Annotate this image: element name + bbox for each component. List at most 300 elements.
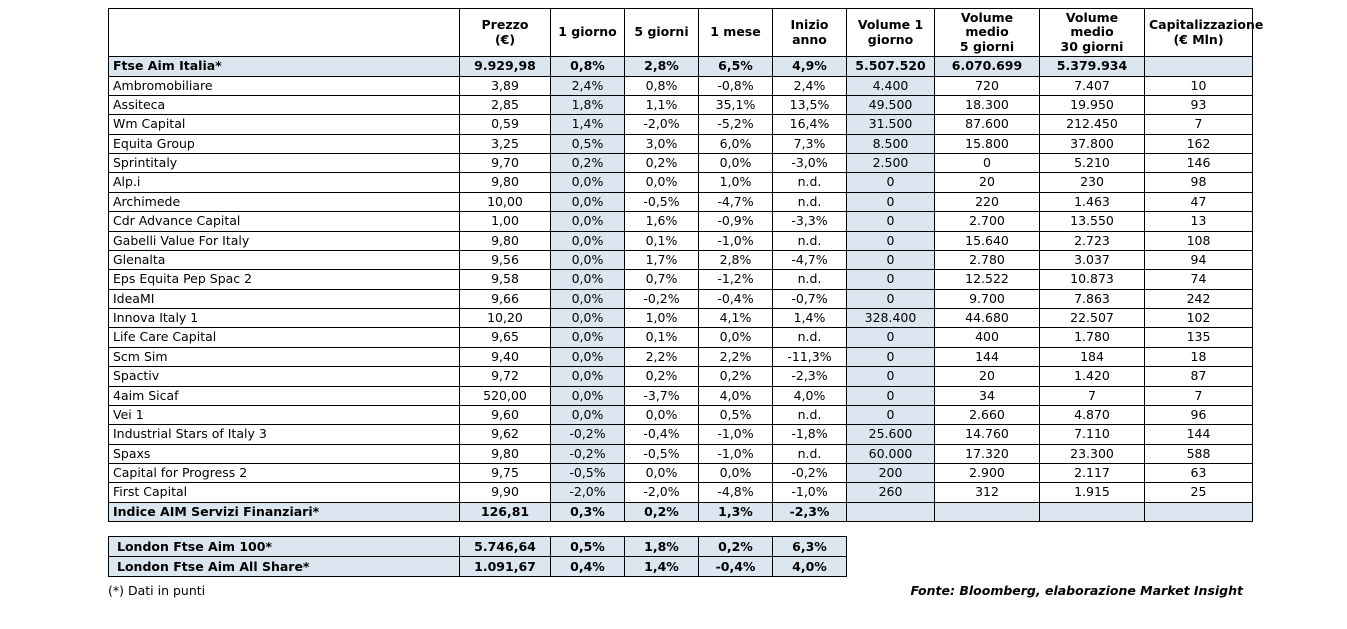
cell-prezzo: 10,00 <box>460 192 551 211</box>
cell-var-1-mese: 4,1% <box>699 309 773 328</box>
cell-prezzo: 1,00 <box>460 212 551 231</box>
cell-volume-medio-5: 2.660 <box>935 405 1040 424</box>
cell-spacer-volume-5 <box>935 537 1040 557</box>
cell-instrument-name: Gabelli Value For Italy <box>109 231 460 250</box>
cell-var-inizio-anno: n.d. <box>773 192 847 211</box>
cell-prezzo: 9,90 <box>460 483 551 502</box>
table-header <box>109 9 1264 57</box>
cell-volume-medio-30: 2.723 <box>1040 231 1145 250</box>
cell-volume-1-giorno: 0 <box>847 270 935 289</box>
cell-instrument-name: Alp.i <box>109 173 460 192</box>
cell-var-1-giorno: 0,8% <box>551 57 625 76</box>
cell-var-5-giorni: -0,2% <box>625 289 699 308</box>
cell-var-1-mese: 6,5% <box>699 57 773 76</box>
cell-prezzo: 3,25 <box>460 134 551 153</box>
cell-volume-medio-30: 3.037 <box>1040 250 1145 269</box>
header-line-1: Volume medio <box>1065 10 1119 40</box>
table-row <box>109 328 1253 347</box>
cell-var-inizio-anno: -0,2% <box>773 464 847 483</box>
header-line-1: Volume 1 <box>857 17 924 33</box>
cell-volume-medio-30: 7 <box>1040 386 1145 405</box>
cell-volume-1-giorno: 2.500 <box>847 154 935 173</box>
cell-volume-medio-30: 1.420 <box>1040 367 1145 386</box>
cell-volume-1-giorno: 0 <box>847 328 935 347</box>
cell-var-inizio-anno: 6,3% <box>773 537 847 557</box>
cell-var-1-mese: 0,2% <box>699 367 773 386</box>
cell-var-1-mese: -4,8% <box>699 483 773 502</box>
cell-instrument-name: Indice AIM Servizi Finanziari* <box>109 502 460 521</box>
cell-instrument-name: Sprintitaly <box>109 154 460 173</box>
cell-var-inizio-anno: -3,3% <box>773 212 847 231</box>
cell-volume-medio-5: 9.700 <box>935 289 1040 308</box>
cell-instrument-name: Ambromobiliare <box>109 76 460 95</box>
cell-prezzo: 0,59 <box>460 115 551 134</box>
cell-var-inizio-anno: n.d. <box>773 444 847 463</box>
cell-var-1-mese: 0,5% <box>699 405 773 424</box>
cell-var-5-giorni: -0,4% <box>625 425 699 444</box>
header-line-1: Inizio anno <box>790 17 829 47</box>
table-row <box>109 250 1253 269</box>
cell-var-inizio-anno: 2,4% <box>773 76 847 95</box>
table-row <box>109 405 1253 424</box>
table-row <box>109 231 1253 250</box>
cell-var-1-giorno: 1,8% <box>551 95 625 114</box>
cell-var-inizio-anno: 16,4% <box>773 115 847 134</box>
cell-volume-medio-30: 7.110 <box>1040 425 1145 444</box>
cell-volume-medio-5: 87.600 <box>935 115 1040 134</box>
cell-capitalizzazione: 47 <box>1145 192 1253 211</box>
cell-var-inizio-anno: -0,7% <box>773 289 847 308</box>
cell-var-5-giorni: 0,7% <box>625 270 699 289</box>
cell-var-1-giorno: 0,5% <box>551 134 625 153</box>
cell-instrument-name: Scm Sim <box>109 347 460 366</box>
cell-capitalizzazione: 96 <box>1145 405 1253 424</box>
header-cell-volume-medio-30 <box>1040 9 1145 57</box>
header-line-1: 1 giorno <box>558 24 617 40</box>
cell-volume-1-giorno: 0 <box>847 347 935 366</box>
cell-var-inizio-anno: 4,0% <box>773 557 847 577</box>
cell-var-inizio-anno: -1,0% <box>773 483 847 502</box>
cell-spacer-volume-5 <box>935 557 1040 577</box>
cell-volume-medio-5: 15.800 <box>935 134 1040 153</box>
cell-volume-medio-5 <box>935 502 1040 521</box>
cell-index-name: London Ftse Aim 100* <box>109 537 460 557</box>
cell-capitalizzazione: 242 <box>1145 289 1253 308</box>
cell-instrument-name: Glenalta <box>109 250 460 269</box>
cell-volume-medio-5: 220 <box>935 192 1040 211</box>
cell-prezzo: 9,40 <box>460 347 551 366</box>
cell-capitalizzazione: 7 <box>1145 386 1253 405</box>
cell-spacer-volume-30 <box>1040 557 1145 577</box>
cell-var-inizio-anno: -3,0% <box>773 154 847 173</box>
cell-volume-medio-5: 2.900 <box>935 464 1040 483</box>
cell-volume-medio-5: 312 <box>935 483 1040 502</box>
cell-volume-1-giorno: 5.507.520 <box>847 57 935 76</box>
cell-var-1-mese: -1,0% <box>699 425 773 444</box>
table-row <box>109 212 1253 231</box>
cell-capitalizzazione: 7 <box>1145 115 1253 134</box>
cell-var-1-giorno: 0,0% <box>551 328 625 347</box>
cell-volume-1-giorno: 60.000 <box>847 444 935 463</box>
cell-var-5-giorni: -0,5% <box>625 192 699 211</box>
cell-prezzo: 9,62 <box>460 425 551 444</box>
cell-volume-medio-5: 720 <box>935 76 1040 95</box>
cell-var-1-giorno: -0,2% <box>551 444 625 463</box>
cell-var-1-mese: -5,2% <box>699 115 773 134</box>
cell-prezzo: 2,85 <box>460 95 551 114</box>
cell-var-5-giorni: 1,1% <box>625 95 699 114</box>
cell-var-inizio-anno: -2,3% <box>773 367 847 386</box>
cell-volume-1-giorno: 0 <box>847 386 935 405</box>
london-table-row <box>109 537 1253 557</box>
table-row <box>109 173 1253 192</box>
cell-var-1-giorno: 0,0% <box>551 270 625 289</box>
header-line-1: Capitalizzazione <box>1149 17 1264 33</box>
cell-var-1-giorno: 0,0% <box>551 405 625 424</box>
footer <box>108 583 1243 598</box>
cell-capitalizzazione: 10 <box>1145 76 1253 95</box>
cell-var-1-giorno: 0,0% <box>551 289 625 308</box>
cell-var-1-mese: 6,0% <box>699 134 773 153</box>
cell-var-inizio-anno: 7,3% <box>773 134 847 153</box>
cell-capitalizzazione: 98 <box>1145 173 1253 192</box>
cell-volume-medio-5: 18.300 <box>935 95 1040 114</box>
header-cell-prezzo <box>460 9 551 57</box>
cell-instrument-name: Industrial Stars of Italy 3 <box>109 425 460 444</box>
table-row <box>109 76 1253 95</box>
table-row <box>109 134 1253 153</box>
cell-var-1-giorno: 0,0% <box>551 386 625 405</box>
cell-var-5-giorni: -2,0% <box>625 483 699 502</box>
cell-instrument-name: First Capital <box>109 483 460 502</box>
header-cell-1giorno <box>551 9 625 57</box>
cell-volume-1-giorno: 0 <box>847 231 935 250</box>
cell-var-inizio-anno: n.d. <box>773 270 847 289</box>
cell-var-5-giorni: -0,5% <box>625 444 699 463</box>
cell-var-1-mese: 4,0% <box>699 386 773 405</box>
cell-instrument-name: Life Care Capital <box>109 328 460 347</box>
header-line-2: 5 giorni <box>959 38 1015 54</box>
cell-prezzo: 9,80 <box>460 173 551 192</box>
cell-volume-medio-5: 12.522 <box>935 270 1040 289</box>
cell-instrument-name: Vei 1 <box>109 405 460 424</box>
cell-var-inizio-anno: -1,8% <box>773 425 847 444</box>
cell-var-5-giorni: 2,2% <box>625 347 699 366</box>
cell-var-1-mese: 0,0% <box>699 464 773 483</box>
cell-prezzo: 9,72 <box>460 367 551 386</box>
cell-var-1-giorno: 0,5% <box>551 537 625 557</box>
cell-volume-1-giorno: 4.400 <box>847 76 935 95</box>
cell-var-1-mese: 35,1% <box>699 95 773 114</box>
header-line-2: (€ Mln) <box>1173 31 1224 47</box>
cell-capitalizzazione: 108 <box>1145 231 1253 250</box>
cell-volume-medio-5: 14.760 <box>935 425 1040 444</box>
cell-volume-medio-5: 400 <box>935 328 1040 347</box>
cell-volume-medio-30: 212.450 <box>1040 115 1145 134</box>
cell-var-inizio-anno: 4,0% <box>773 386 847 405</box>
table-row <box>109 444 1253 463</box>
cell-capitalizzazione <box>1145 57 1253 76</box>
cell-var-inizio-anno: n.d. <box>773 173 847 192</box>
cell-var-1-mese: -0,4% <box>699 289 773 308</box>
cell-volume-medio-5: 34 <box>935 386 1040 405</box>
cell-volume-medio-30: 7.863 <box>1040 289 1145 308</box>
table-row <box>109 367 1253 386</box>
cell-var-5-giorni: 0,2% <box>625 367 699 386</box>
cell-volume-1-giorno: 0 <box>847 405 935 424</box>
cell-instrument-name: Eps Equita Pep Spac 2 <box>109 270 460 289</box>
cell-var-1-giorno: 0,0% <box>551 250 625 269</box>
source-note: Fonte: Bloomberg, elaborazione Market Insight <box>910 583 1243 599</box>
cell-spacer-volume-30 <box>1040 537 1145 557</box>
header-cell-1mese <box>699 9 773 57</box>
cell-instrument-name: Archimede <box>109 192 460 211</box>
header-line-1: Prezzo <box>481 17 529 33</box>
cell-var-1-mese: -1,0% <box>699 444 773 463</box>
cell-var-inizio-anno: n.d. <box>773 231 847 250</box>
cell-prezzo: 10,20 <box>460 309 551 328</box>
cell-prezzo: 1.091,67 <box>460 557 551 577</box>
cell-prezzo: 520,00 <box>460 386 551 405</box>
cell-instrument-name: 4aim Sicaf <box>109 386 460 405</box>
cell-var-1-giorno: 2,4% <box>551 76 625 95</box>
cell-prezzo: 5.746,64 <box>460 537 551 557</box>
cell-var-1-giorno: -0,5% <box>551 464 625 483</box>
cell-capitalizzazione <box>1145 502 1253 521</box>
header-line-2: 30 giorni <box>1060 38 1124 54</box>
cell-var-inizio-anno: n.d. <box>773 328 847 347</box>
cell-var-5-giorni: 3,0% <box>625 134 699 153</box>
cell-capitalizzazione: 93 <box>1145 95 1253 114</box>
cell-volume-1-giorno: 49.500 <box>847 95 935 114</box>
cell-volume-1-giorno <box>847 502 935 521</box>
cell-prezzo: 9,80 <box>460 231 551 250</box>
cell-var-1-mese: 2,8% <box>699 250 773 269</box>
table-row <box>109 309 1253 328</box>
table-row <box>109 347 1253 366</box>
cell-var-1-giorno: 0,0% <box>551 309 625 328</box>
cell-var-1-giorno: -0,2% <box>551 425 625 444</box>
cell-volume-medio-30: 4.870 <box>1040 405 1145 424</box>
cell-volume-medio-30: 184 <box>1040 347 1145 366</box>
cell-spacer-capitalizzazione <box>1145 557 1253 577</box>
cell-volume-1-giorno: 0 <box>847 212 935 231</box>
cell-capitalizzazione: 13 <box>1145 212 1253 231</box>
cell-volume-1-giorno: 0 <box>847 289 935 308</box>
cell-var-5-giorni: 0,0% <box>625 464 699 483</box>
cell-var-1-mese: -4,7% <box>699 192 773 211</box>
cell-var-5-giorni: 0,8% <box>625 76 699 95</box>
cell-prezzo: 9,70 <box>460 154 551 173</box>
cell-var-5-giorni: -2,0% <box>625 115 699 134</box>
header-cell-volume-1-giorno <box>847 9 935 57</box>
cell-var-1-mese: 0,2% <box>699 537 773 557</box>
cell-volume-1-giorno: 0 <box>847 367 935 386</box>
header-line-2: giorno <box>867 31 914 47</box>
cell-var-1-mese: 0,0% <box>699 328 773 347</box>
table-row <box>109 115 1253 134</box>
cell-var-1-mese: 1,0% <box>699 173 773 192</box>
cell-volume-1-giorno: 0 <box>847 173 935 192</box>
cell-index-name: London Ftse Aim All Share* <box>109 557 460 577</box>
cell-volume-1-giorno: 260 <box>847 483 935 502</box>
cell-volume-medio-5: 2.700 <box>935 212 1040 231</box>
cell-var-1-giorno: 0,0% <box>551 347 625 366</box>
cell-var-1-mese: 0,0% <box>699 154 773 173</box>
cell-volume-1-giorno: 0 <box>847 192 935 211</box>
cell-var-inizio-anno: -11,3% <box>773 347 847 366</box>
cell-volume-medio-5: 20 <box>935 173 1040 192</box>
cell-var-5-giorni: 0,2% <box>625 502 699 521</box>
cell-prezzo: 9,75 <box>460 464 551 483</box>
cell-capitalizzazione: 588 <box>1145 444 1253 463</box>
cell-volume-1-giorno: 31.500 <box>847 115 935 134</box>
table-row <box>109 483 1253 502</box>
cell-var-1-giorno: 0,3% <box>551 502 625 521</box>
cell-volume-1-giorno: 328.400 <box>847 309 935 328</box>
cell-var-inizio-anno: -2,3% <box>773 502 847 521</box>
cell-volume-medio-30: 5.379.934 <box>1040 57 1145 76</box>
cell-var-5-giorni: 1,6% <box>625 212 699 231</box>
table-row <box>109 289 1253 308</box>
cell-var-1-mese: -0,4% <box>699 557 773 577</box>
cell-volume-1-giorno: 8.500 <box>847 134 935 153</box>
cell-volume-medio-30: 10.873 <box>1040 270 1145 289</box>
cell-volume-medio-5: 44.680 <box>935 309 1040 328</box>
table-row <box>109 192 1253 211</box>
cell-instrument-name: IdeaMI <box>109 289 460 308</box>
cell-var-5-giorni: 0,1% <box>625 328 699 347</box>
table-row <box>109 270 1253 289</box>
cell-capitalizzazione: 94 <box>1145 250 1253 269</box>
aim-italia-table <box>108 8 1264 522</box>
cell-prezzo: 9.929,98 <box>460 57 551 76</box>
cell-prezzo: 9,56 <box>460 250 551 269</box>
cell-var-inizio-anno: n.d. <box>773 405 847 424</box>
cell-volume-medio-30: 22.507 <box>1040 309 1145 328</box>
cell-prezzo: 9,60 <box>460 405 551 424</box>
header-cell-capitalizzazione <box>1145 9 1264 57</box>
cell-volume-1-giorno: 25.600 <box>847 425 935 444</box>
cell-var-5-giorni: 0,1% <box>625 231 699 250</box>
table-row-index <box>109 502 1253 521</box>
cell-instrument-name: Innova Italy 1 <box>109 309 460 328</box>
table-row <box>109 95 1253 114</box>
cell-volume-medio-30: 19.950 <box>1040 95 1145 114</box>
cell-instrument-name: Cdr Advance Capital <box>109 212 460 231</box>
table-row <box>109 386 1253 405</box>
cell-volume-medio-30: 230 <box>1040 173 1145 192</box>
cell-volume-medio-5: 20 <box>935 367 1040 386</box>
cell-capitalizzazione: 74 <box>1145 270 1253 289</box>
cell-volume-medio-30: 1.780 <box>1040 328 1145 347</box>
cell-capitalizzazione: 18 <box>1145 347 1253 366</box>
cell-var-5-giorni: 0,0% <box>625 405 699 424</box>
cell-var-inizio-anno: 13,5% <box>773 95 847 114</box>
cell-volume-medio-30: 23.300 <box>1040 444 1145 463</box>
cell-volume-medio-5: 15.640 <box>935 231 1040 250</box>
table-row <box>109 425 1253 444</box>
cell-prezzo: 9,58 <box>460 270 551 289</box>
cell-instrument-name: Spaxs <box>109 444 460 463</box>
cell-var-1-giorno: 0,0% <box>551 212 625 231</box>
cell-capitalizzazione: 162 <box>1145 134 1253 153</box>
footnote: (*) Dati in punti <box>108 583 206 599</box>
cell-instrument-name: Ftse Aim Italia* <box>109 57 460 76</box>
london-table-row <box>109 557 1253 577</box>
cell-capitalizzazione: 87 <box>1145 367 1253 386</box>
cell-capitalizzazione: 63 <box>1145 464 1253 483</box>
cell-var-5-giorni: 1,7% <box>625 250 699 269</box>
cell-var-1-mese: -1,2% <box>699 270 773 289</box>
cell-var-1-mese: 2,2% <box>699 347 773 366</box>
cell-instrument-name: Equita Group <box>109 134 460 153</box>
cell-var-inizio-anno: 4,9% <box>773 57 847 76</box>
cell-var-5-giorni: 1,8% <box>625 537 699 557</box>
cell-spacer-volume-1 <box>847 557 935 577</box>
cell-volume-medio-30: 1.915 <box>1040 483 1145 502</box>
header-cell-name <box>109 9 460 57</box>
cell-var-1-mese: 1,3% <box>699 502 773 521</box>
cell-prezzo: 3,89 <box>460 76 551 95</box>
header-cell-volume-medio-5 <box>935 9 1040 57</box>
cell-volume-medio-30: 2.117 <box>1040 464 1145 483</box>
cell-volume-medio-5: 17.320 <box>935 444 1040 463</box>
cell-var-1-mese: -0,8% <box>699 76 773 95</box>
cell-var-1-giorno: 0,0% <box>551 192 625 211</box>
cell-volume-medio-30: 37.800 <box>1040 134 1145 153</box>
cell-var-inizio-anno: -4,7% <box>773 250 847 269</box>
cell-instrument-name: Capital for Progress 2 <box>109 464 460 483</box>
cell-var-1-giorno: 0,0% <box>551 367 625 386</box>
cell-var-1-giorno: 0,0% <box>551 231 625 250</box>
cell-instrument-name: Spactiv <box>109 367 460 386</box>
cell-var-5-giorni: 1,4% <box>625 557 699 577</box>
header-cell-5giorni <box>625 9 699 57</box>
cell-volume-medio-30: 7.407 <box>1040 76 1145 95</box>
cell-instrument-name: Wm Capital <box>109 115 460 134</box>
cell-var-5-giorni: 0,2% <box>625 154 699 173</box>
cell-capitalizzazione: 135 <box>1145 328 1253 347</box>
cell-var-1-mese: -1,0% <box>699 231 773 250</box>
cell-var-1-giorno: 0,0% <box>551 173 625 192</box>
cell-var-5-giorni: 2,8% <box>625 57 699 76</box>
cell-prezzo: 9,66 <box>460 289 551 308</box>
cell-capitalizzazione: 25 <box>1145 483 1253 502</box>
cell-volume-medio-30: 5.210 <box>1040 154 1145 173</box>
header-line-2: (€) <box>494 31 516 47</box>
cell-var-5-giorni: 0,0% <box>625 173 699 192</box>
cell-var-1-giorno: 0,2% <box>551 154 625 173</box>
header-line-1: 1 mese <box>710 24 761 40</box>
header-line-1: 5 giorni <box>634 24 689 40</box>
cell-spacer-capitalizzazione <box>1145 537 1253 557</box>
cell-volume-medio-5: 6.070.699 <box>935 57 1040 76</box>
cell-volume-medio-30 <box>1040 502 1145 521</box>
cell-var-1-giorno: 0,4% <box>551 557 625 577</box>
cell-capitalizzazione: 144 <box>1145 425 1253 444</box>
cell-volume-1-giorno: 200 <box>847 464 935 483</box>
cell-var-1-mese: -0,9% <box>699 212 773 231</box>
cell-prezzo: 9,80 <box>460 444 551 463</box>
cell-var-1-giorno: -2,0% <box>551 483 625 502</box>
cell-var-1-giorno: 1,4% <box>551 115 625 134</box>
table-body <box>109 57 1253 522</box>
cell-volume-medio-30: 1.463 <box>1040 192 1145 211</box>
london-indices-table <box>108 536 1253 577</box>
cell-volume-medio-5: 2.780 <box>935 250 1040 269</box>
table-row <box>109 464 1253 483</box>
